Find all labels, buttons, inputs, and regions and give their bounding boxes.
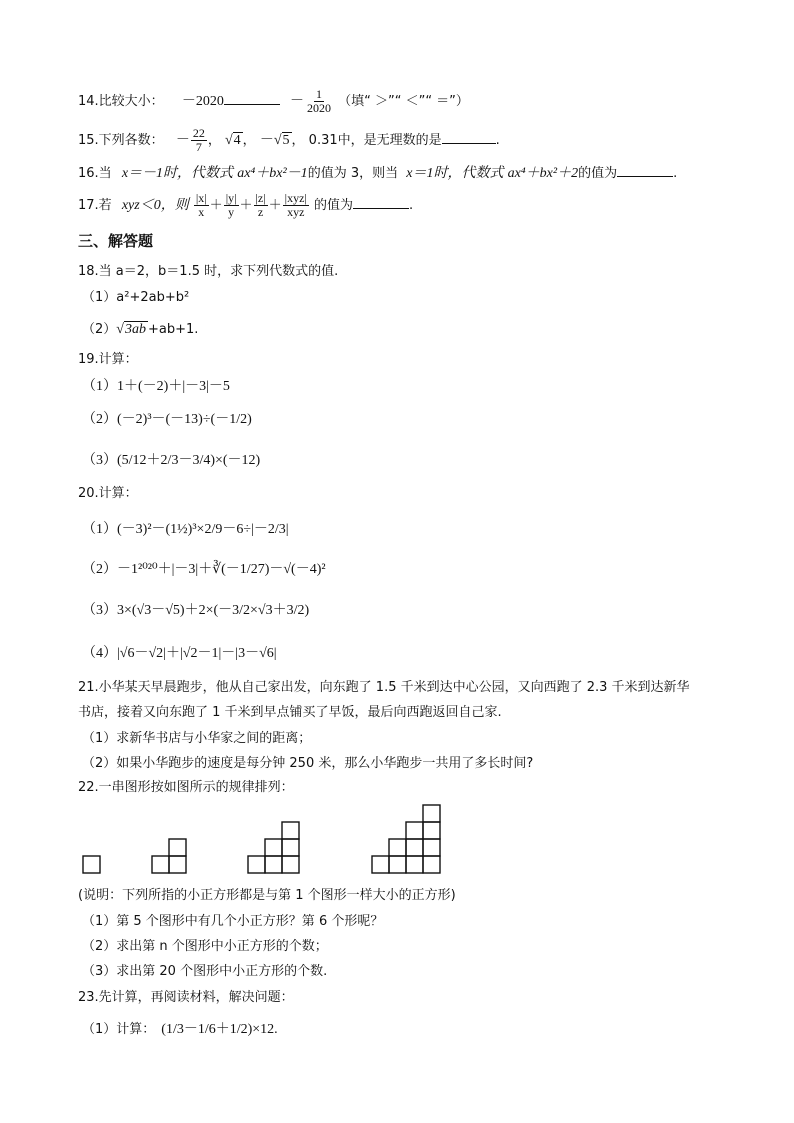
question-14: 14.比较大小： －2020 － $\frac{1}{2020}$ （填“ ＞”“ ＜”“ ＝”） [78, 87, 469, 115]
question-18-part-2: （2）√3ab +ab+1. [82, 322, 199, 337]
answer-blank[interactable] [353, 194, 409, 209]
question-21-stem-2: 书店，接着又向东跑了 1 千米到早点铺买了早饭，最后向西跑返回自己家. [78, 705, 502, 720]
question-22-part-1: （1）第 5 个图形中有几个小正方形？第 6 个形呢？ [82, 914, 384, 929]
answer-blank[interactable] [617, 162, 673, 177]
question-19-stem: 19.计算： [78, 352, 138, 367]
question-22-stem: 22.一串图形按如图所示的规律排列： [78, 780, 294, 795]
answer-blank[interactable] [224, 90, 280, 105]
question-22-note: (说明：下列所指的小正方形都是与第 1 个图形一样大小的正方形) [78, 888, 456, 903]
question-21-stem-1: 21.小华某天早晨跑步，他从自己家出发，向东跑了 1.5 千米到达中心公园，又向西跑了 2.3 千米到达新华 [78, 680, 690, 695]
question-21-part-2: （2）如果小华跑步的速度是每分钟 250 米，那么小华跑步一共用了多长时间? [82, 756, 534, 771]
question-23-stem: 23.先计算，再阅读材料，解决问题： [78, 990, 294, 1005]
question-21-part-1: （1）求新华书店与小华家之间的距离； [82, 731, 312, 746]
answer-blank[interactable] [442, 129, 496, 144]
staircase-figures [78, 800, 478, 880]
question-16: 16.当 x＝－1时，代数式 ax⁴＋bx²－1的值为 3，则当 x＝1时，代数式 ax⁴＋bx²＋2的值为 . [78, 162, 677, 184]
question-23-part-1: （1）计算： (1/3－1/6＋1/2)×12. [82, 1022, 278, 1037]
sqrt-five: √5 [273, 133, 290, 148]
question-20-part-1: （1）(－3)²－(1½)³×2/9－6÷|－2/3| [82, 522, 289, 537]
question-20-part-3: （3）3×(√3－√5)＋2×(－3/2×√3＋3/2) [82, 603, 310, 618]
question-20-part-2: （2）－1²⁰²⁰＋|－3|＋∛(－1/27)－√(－4)² [82, 562, 326, 577]
question-22-part-3: （3）求出第 20 个图形中小正方形的个数. [82, 964, 328, 979]
square [83, 856, 100, 873]
question-19-part-2: （2）(－2)³－(－13)÷(－1/2) [82, 412, 252, 427]
question-20-stem: 20.计算： [78, 486, 138, 501]
fraction: $\frac{22}{7}$ [192, 126, 205, 154]
question-15: 15.下列各数： － $\frac{22}{7}$ ， √4 ， －√5 ， 0.31中，是无理数的是 . [78, 126, 500, 154]
question-22-part-2: （2）求出第 n 个图形中小正方形的个数； [82, 939, 328, 954]
question-18-part-1: （1）a²+2ab+b² [82, 290, 190, 305]
question-17: 17.若 xyz＜0，则 $\frac{|x|}{x}$ ＋ $\frac{|y|}{y}$ ＋ $\frac{|z|}{z}$ ＋ $\frac{\text{|xyz|}}{\text{xyz}}$ 的值为 . [78, 191, 414, 219]
question-18-stem: 18.当 a＝2，b＝1.5 时，求下列代数式的值. [78, 264, 339, 279]
question-20-part-4: （4）|√6－√2|＋|√2－1|－|3－√6| [82, 646, 277, 661]
question-19-part-3: （3）(5/12＋2/3－3/4)×(－12) [82, 453, 261, 468]
question-19-part-1: （1）1＋(－2)＋|－3|－5 [82, 379, 230, 394]
sqrt-four: √4 [224, 133, 241, 148]
section-title: 三、解答题 [78, 232, 154, 250]
fraction: $\frac{1}{2020}$ [306, 87, 331, 115]
